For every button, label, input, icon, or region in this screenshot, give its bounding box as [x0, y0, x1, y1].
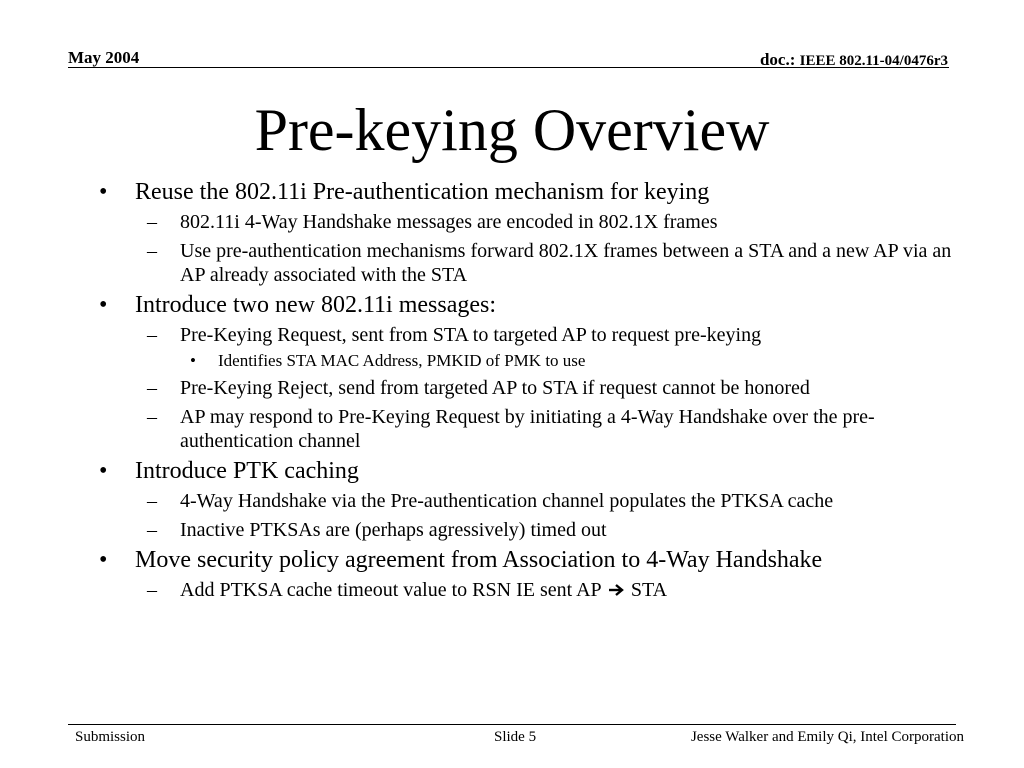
sub-bullet-text: Use pre-authentication mechanisms forward 802.1X frames between a STA and a new AP via an AP already associated with the STA [180, 240, 952, 286]
doc-label: doc.: [759, 50, 796, 69]
slide-body [0, 180, 1024, 602]
footer-submission: Submission [75, 729, 146, 745]
sub-bullet-marker: – [147, 240, 157, 262]
sub-bullet-marker: – [147, 211, 157, 233]
sub-bullet [0, 518, 960, 542]
sub-bullet-marker: – [147, 406, 157, 428]
sub-bullet-marker: – [147, 579, 157, 601]
footer-authors: Jesse Walker and Emily Qi, Intel Corporation [690, 729, 964, 745]
doc-ref: IEEE 802.11-04/0476r3 [799, 53, 948, 69]
bullet-text: Move security policy agreement from Association to 4-Way Handshake [135, 547, 823, 573]
bullet-marker: • [99, 292, 108, 318]
footer-divider [68, 724, 956, 725]
sub-bullet [0, 376, 960, 400]
sub-bullet-marker: – [147, 490, 157, 512]
sub-bullet-text: Inactive PTKSAs are (perhaps agressively) timed out [180, 519, 607, 541]
bullet-3 [0, 459, 970, 484]
header-date: May 2004 [68, 48, 140, 67]
sub-bullet-marker: – [147, 324, 157, 346]
sub-bullet-marker: – [147, 519, 157, 541]
bullet-1 [0, 180, 970, 205]
bullet-text: Introduce two new 802.11i messages: [135, 292, 497, 318]
right-arrow-icon [608, 584, 624, 596]
sub-sub-bullet [0, 351, 960, 371]
sub-bullet [0, 489, 960, 513]
bullet-marker: • [99, 547, 108, 573]
bullet-text: Introduce PTK caching [135, 458, 359, 484]
sub-sub-bullet-text: Identifies STA MAC Address, PMKID of PMK to use [218, 351, 586, 370]
sub-bullet-text: Pre-Keying Reject, send from targeted AP to STA if request cannot be honored [180, 377, 810, 399]
sub-bullet [0, 239, 960, 287]
sub-bullet-text: Pre-Keying Request, sent from STA to targeted AP to request pre-keying [180, 324, 762, 346]
sub-bullet-text: AP may respond to Pre-Keying Request by initiating a 4-Way Handshake over the pre-authentication channel [180, 406, 875, 452]
sub-bullet [0, 210, 960, 234]
sub-bullet-text-after: STA [630, 579, 668, 601]
sub-bullet [0, 578, 960, 602]
bullet-text: Reuse the 802.11i Pre-authentication mechanism for keying [135, 179, 710, 205]
bullet-marker: • [99, 458, 108, 484]
footer-slide-number: Slide 5 [494, 729, 537, 745]
bullet-4 [0, 548, 970, 573]
bullet-2 [0, 293, 970, 318]
sub-bullet-text: 4-Way Handshake via the Pre-authentication channel populates the PTKSA cache [180, 490, 834, 512]
header-divider [68, 67, 949, 68]
sub-bullet [0, 323, 960, 347]
sub-bullet [0, 405, 960, 453]
bullet-marker: • [99, 179, 108, 205]
sub-bullet-text: 802.11i 4-Way Handshake messages are encoded in 802.1X frames [180, 211, 718, 233]
sub-bullet-text-before: Add PTKSA cache timeout value to RSN IE sent AP [180, 579, 601, 601]
sub-sub-bullet-marker: • [190, 351, 196, 370]
slide-title: Pre-keying Overview [254, 97, 770, 163]
sub-bullet-marker: – [147, 377, 157, 399]
